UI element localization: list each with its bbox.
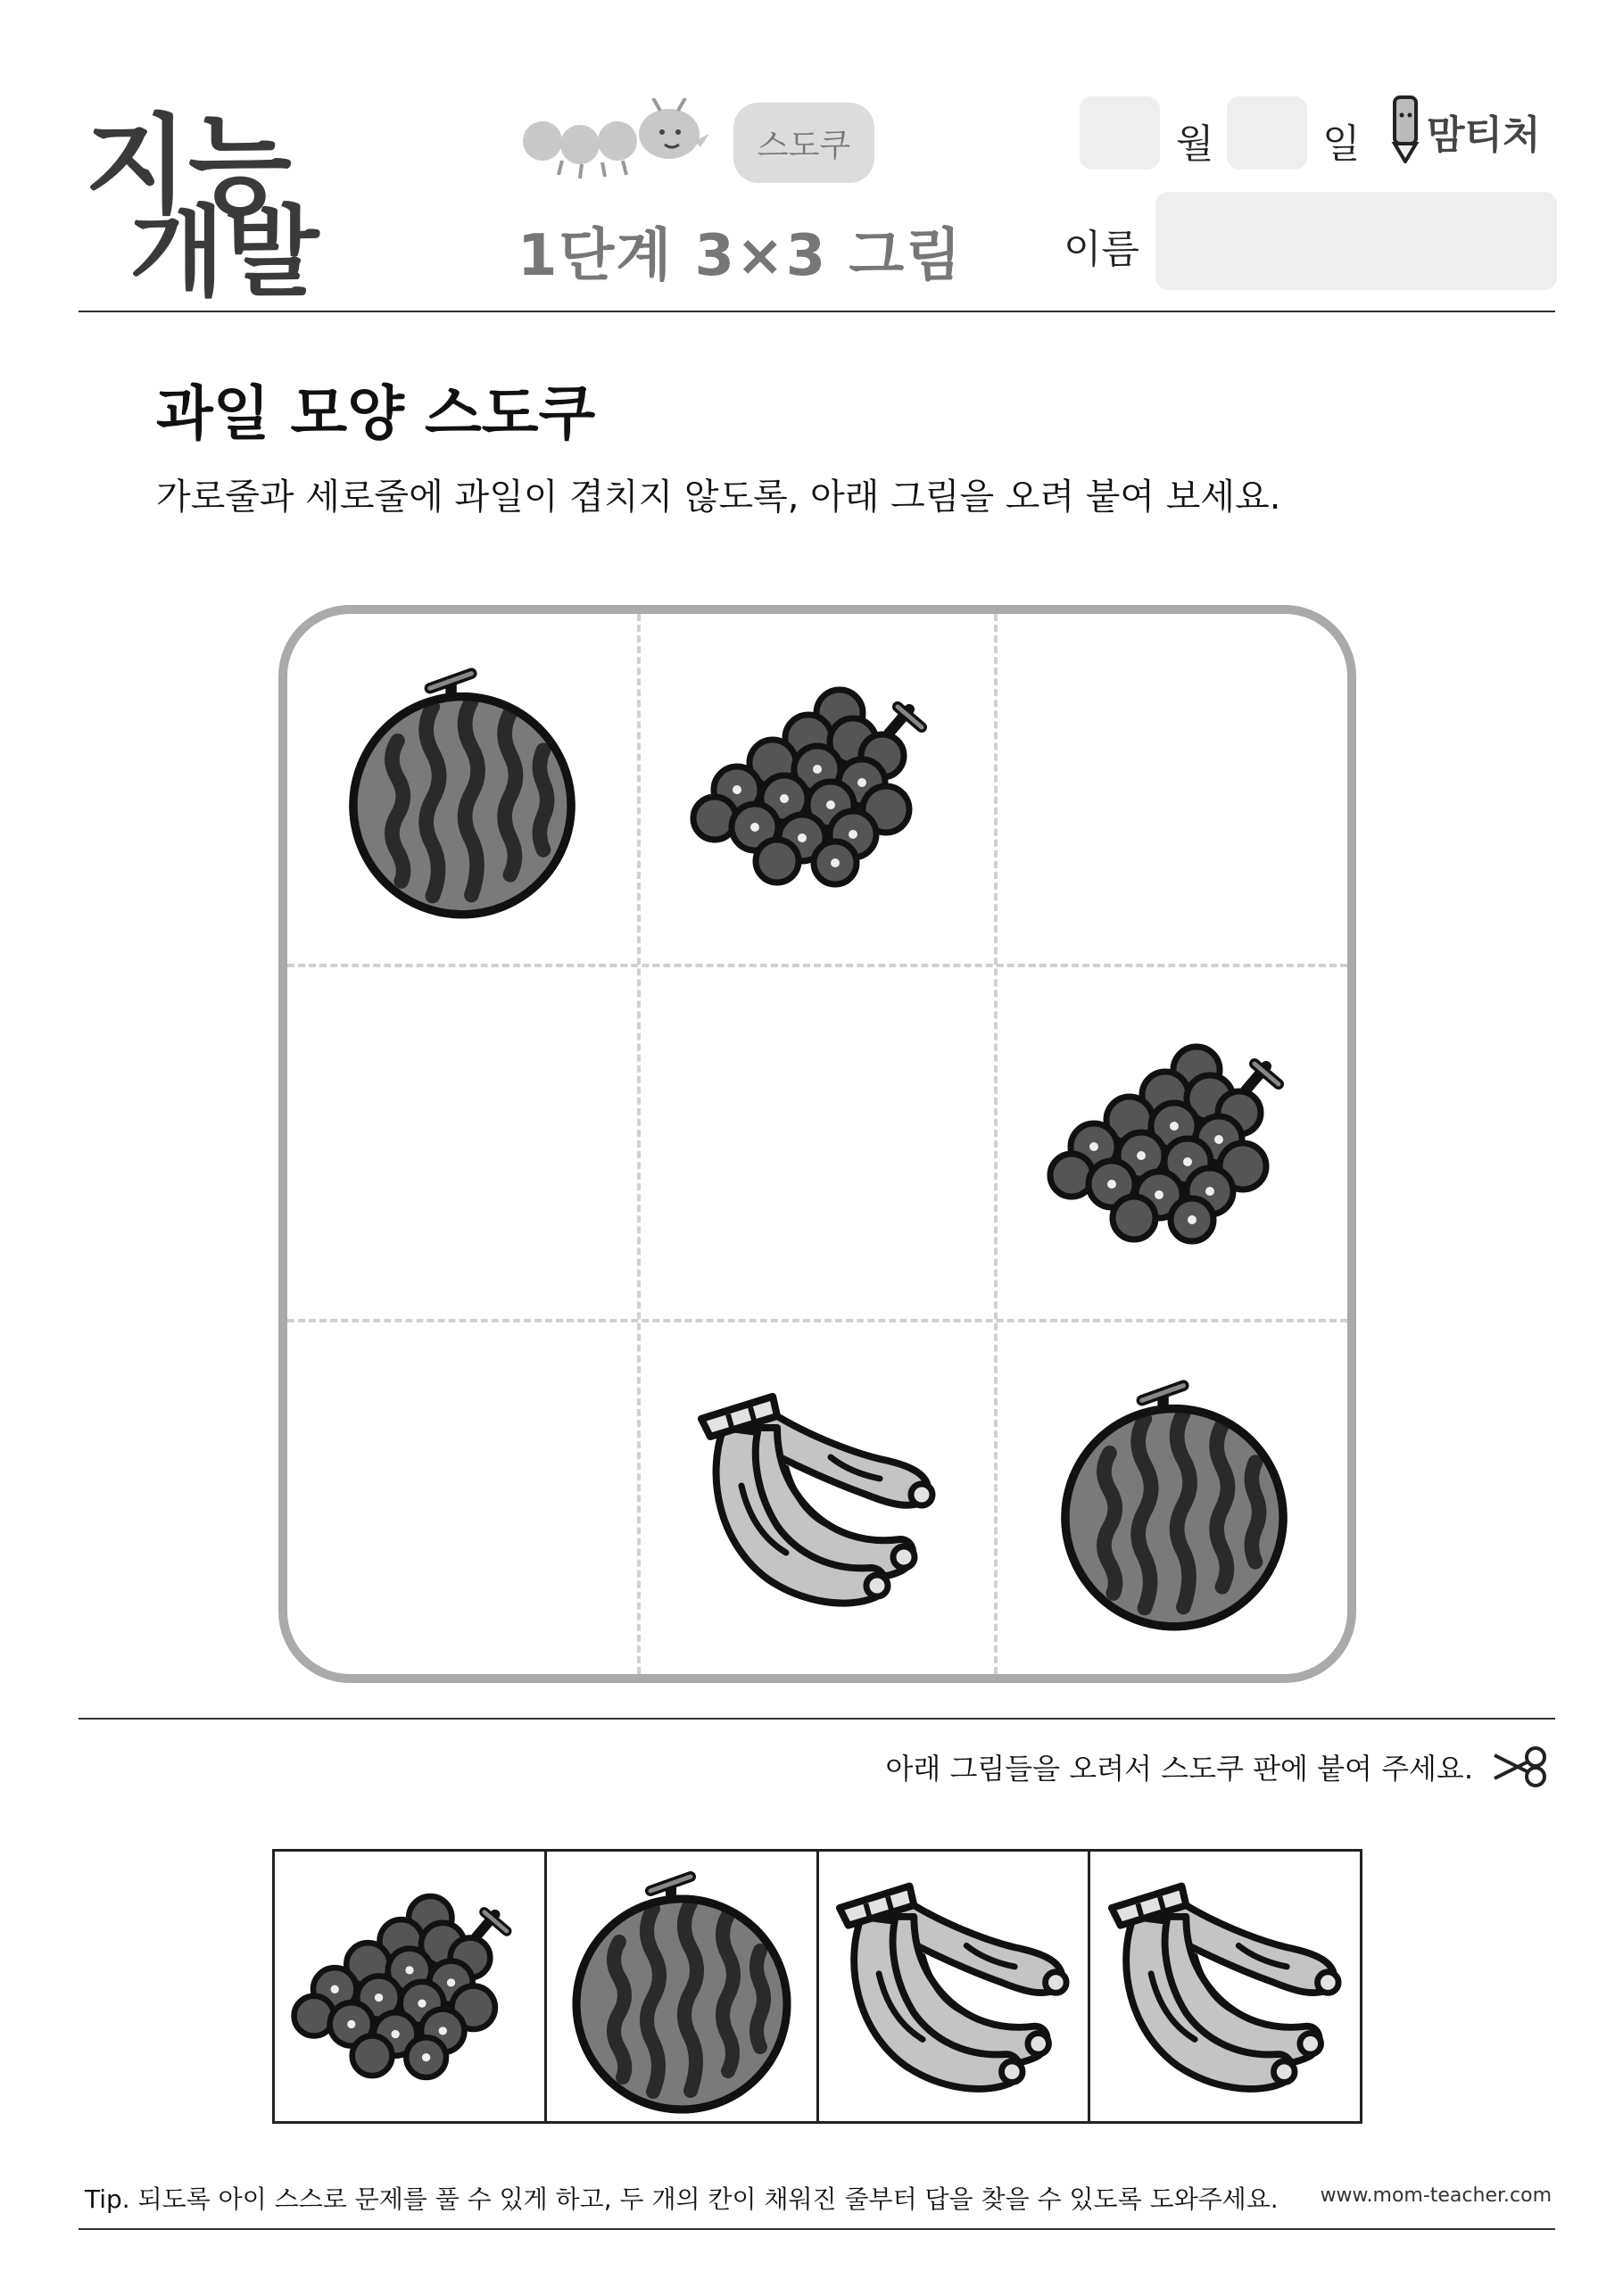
page-title: 과일 모양 스도쿠 (156, 379, 596, 448)
banana-icon (826, 1869, 1081, 2105)
grid-cell-r2c2-empty[interactable] (639, 966, 996, 1322)
banana-icon (688, 1379, 947, 1620)
mascot-text: 맘티처 (1427, 112, 1541, 158)
cutout-piece-banana[interactable] (1090, 1852, 1360, 2121)
category-tag: 스도쿠 (733, 103, 874, 183)
logo (85, 80, 335, 310)
header-divider (79, 311, 1555, 312)
cutout-piece-watermelon[interactable] (547, 1852, 819, 2121)
site-url[interactable]: www.mom-teacher.com (1320, 2184, 1552, 2207)
month-field[interactable] (1080, 96, 1160, 170)
cutout-note-text: 아래 그림들을 오려서 스도쿠 판에 붙여 주세요. (885, 1752, 1473, 1786)
grid-cell-r2c1-empty[interactable] (284, 966, 641, 1322)
watermelon-icon (342, 653, 583, 921)
day-field[interactable] (1227, 96, 1307, 170)
grapes-icon (1045, 1041, 1304, 1247)
cutout-piece-grapes[interactable] (275, 1852, 547, 2121)
logo-line2: 개발 (129, 195, 319, 310)
tip-text: Tip. 되도록 아이 스스로 문제를 풀 수 있게 하고, 두 개의 칸이 채워진 줄부터 답을 찾을 수 있도록 도와주세요. (85, 2184, 1279, 2214)
cutout-strip (272, 1849, 1362, 2124)
grid-cell-r1c1-watermelon[interactable] (284, 609, 641, 966)
level-subtitle: 1단계 3×3 그림 (518, 223, 964, 289)
grapes-icon (289, 1891, 530, 2083)
footer-divider (79, 2228, 1555, 2230)
logo-line1: 지능 (85, 104, 292, 228)
grid-cell-r3c3-watermelon[interactable] (996, 1321, 1353, 1678)
grid-cell-r2c3-grapes[interactable] (996, 966, 1353, 1322)
instruction-text: 가로줄과 세로줄에 과일이 겹치지 않도록, 아래 그림을 오려 붙여 보세요. (156, 477, 1281, 518)
name-label: 이름 (1064, 227, 1140, 272)
cutout-piece-banana[interactable] (819, 1852, 1091, 2121)
name-field[interactable] (1155, 192, 1557, 290)
cut-divider (79, 1718, 1555, 1720)
ant-caterpillar-icon (518, 98, 723, 183)
watermelon-icon (566, 1857, 798, 2116)
banana-icon (1098, 1869, 1353, 2105)
watermelon-icon (1054, 1365, 1295, 1633)
grid-cell-r3c1-empty[interactable] (284, 1321, 641, 1678)
grid-cell-r1c3-empty[interactable] (996, 609, 1353, 966)
grid-cell-r1c2-grapes[interactable] (639, 609, 996, 966)
scissors-icon (1489, 1745, 1552, 1789)
mascot-logo (1387, 94, 1566, 165)
cutout-note (885, 1745, 1552, 1789)
grapes-icon (688, 684, 947, 890)
pencil-mascot-icon (1387, 94, 1423, 163)
month-label: 월 (1176, 121, 1214, 167)
day-label: 일 (1322, 121, 1361, 167)
grid-cell-r3c2-banana[interactable] (639, 1321, 996, 1678)
